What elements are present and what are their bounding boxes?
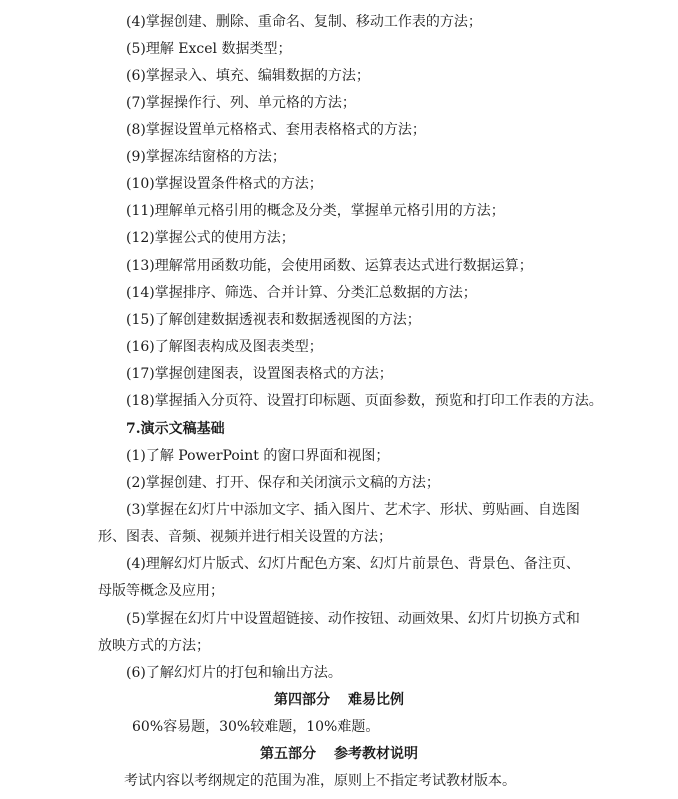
list-item-continuation: 母版等概念及应用；	[98, 583, 224, 599]
list-item: (6)掌握录入、填充、编辑数据的方法；	[126, 68, 370, 84]
list-item: (8)掌握设置单元格格式、套用表格格式的方法；	[126, 122, 426, 138]
list-item: (9)掌握冻结窗格的方法；	[126, 149, 286, 165]
list-item: (14)掌握排序、筛选、合并计算、分类汇总数据的方法；	[126, 285, 477, 301]
list-item: (5)理解 Excel 数据类型；	[126, 41, 292, 57]
list-item: (12)掌握公式的使用方法；	[126, 230, 295, 246]
part-five-heading	[0, 745, 678, 763]
list-item: (16)了解图表构成及图表类型；	[126, 339, 323, 355]
list-item: (6)了解幻灯片的打包和输出方法。	[126, 665, 342, 681]
list-item: (1)了解 PowerPoint 的窗口界面和视图；	[126, 448, 390, 464]
part-title: 难易比例	[348, 692, 404, 708]
list-item: (15)了解创建数据透视表和数据透视图的方法；	[126, 312, 421, 328]
list-item: (11)理解单元格引用的概念及分类，掌握单元格引用的方法；	[126, 203, 505, 219]
list-item-continuation: 形、图表、音频、视频并进行相关设置的方法；	[98, 529, 392, 545]
part-four-heading	[0, 691, 678, 709]
list-item: (3)掌握在幻灯片中添加文字、插入图片、艺术字、形状、剪贴画、自选图	[126, 502, 580, 518]
list-item: (4)掌握创建、删除、重命名、复制、移动工作表的方法；	[126, 14, 482, 30]
section-heading: 7.演示文稿基础	[126, 421, 225, 437]
part-label: 第四部分	[274, 692, 330, 708]
list-item: (4)理解幻灯片版式、幻灯片配色方案、幻灯片前景色、背景色、备注页、	[126, 556, 580, 572]
textbook-note: 考试内容以考纲规定的范围为准，原则上不指定考试教材版本。	[124, 773, 516, 789]
list-item: (18)掌握插入分页符、设置打印标题、页面参数，预览和打印工作表的方法。	[126, 393, 603, 409]
list-item: (5)掌握在幻灯片中设置超链接、动作按钮、动画效果、幻灯片切换方式和	[126, 611, 580, 627]
list-item: (10)掌握设置条件格式的方法；	[126, 176, 323, 192]
list-item: (2)掌握创建、打开、保存和关闭演示文稿的方法；	[126, 475, 440, 491]
part-label: 第五部分	[260, 746, 316, 762]
list-item: (13)理解常用函数功能，会使用函数、运算表达式进行数据运算；	[126, 258, 533, 274]
list-item-continuation: 放映方式的方法；	[98, 638, 210, 654]
part-title: 参考教材说明	[334, 746, 418, 762]
list-item: (17)掌握创建图表，设置图表格式的方法；	[126, 366, 393, 382]
ratio-text: 60%容易题，30%较难题，10%难题。	[132, 719, 380, 735]
list-item: (7)掌握操作行、列、单元格的方法；	[126, 95, 356, 111]
